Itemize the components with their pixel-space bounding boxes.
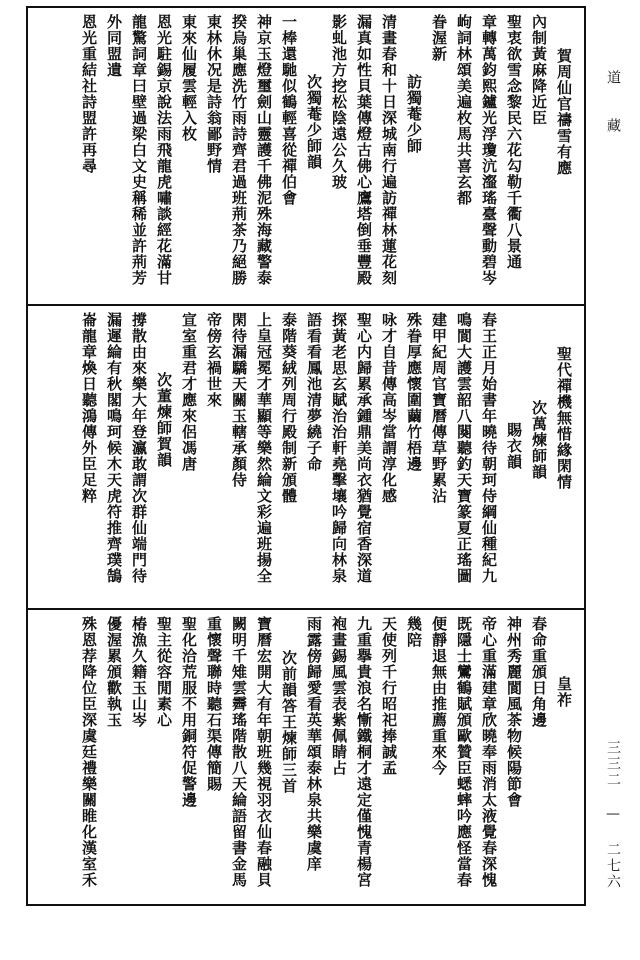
- text-column: 幾陪: [405, 616, 423, 648]
- text-column: 揆烏巢應洗竹雨詩齊君過班荊茶乃絕勝: [230, 14, 248, 286]
- text-column: 聖衷欲雪念黎民六花勾勒千衢八景通: [505, 14, 523, 270]
- text-column: 眷渥新: [430, 14, 448, 62]
- text-column: 寶曆宏開大有年朝班幾視羽衣仙春融貝: [255, 616, 273, 888]
- margin-title-dao: 道: [605, 70, 621, 90]
- text-column: 袍畫錫風雲表紫佩睛占: [330, 616, 348, 776]
- text-column: 神京玉燈璽劍山靈護千佛泥殊海藏警泰: [255, 14, 273, 286]
- text-column: 外同盟遺: [105, 14, 123, 78]
- text-column: 次前韻答王煉師三首: [280, 650, 298, 794]
- text-column: 闕明千雉雲霽瑤階散八天綸語留書金馬: [230, 616, 248, 888]
- text-column: 天使列千行昭祀捧誠孟: [380, 616, 398, 776]
- text-column: 賀周仙官禱雪有應: [555, 48, 573, 176]
- text-column: 聖化洽荒服不用銅符促警邊: [180, 616, 198, 808]
- text-column: 賜衣韻: [505, 422, 523, 470]
- text-column: 漏真如性貝葉傳燈古佛心鷹塔倒垂豐殿: [355, 14, 373, 286]
- text-column: 優渥累頒歡執玉: [105, 616, 123, 728]
- text-column: 探黃老思玄賦治治軒堯擊壤吟歸向林泉: [330, 312, 348, 584]
- text-column: 次董煉師賀韻: [155, 372, 173, 468]
- text-column: 聖心内歸累承鍾鼎美尚衣猶覺宿香深道: [355, 312, 373, 584]
- text-column: 撐散由來樂大年登瀛敢謂次群仙端門待: [130, 312, 148, 584]
- text-column: 宣室重君才應來侶馮唐: [180, 312, 198, 472]
- text-column: 聖代禪機無惜緣閑情: [555, 346, 573, 490]
- text-column: 訪獨菴少師: [405, 74, 423, 154]
- text-column: 語看看鳳池清夢繞子命: [305, 312, 323, 472]
- text-column: 椿漁久籍玉山岑: [130, 616, 148, 728]
- text-column: 內制黃麻降近臣: [530, 14, 548, 126]
- text-column: 崙龍章煥日聽鴻傳外臣足粹: [80, 312, 98, 504]
- text-column: 恩光重結社詩盟許再尋: [80, 14, 98, 174]
- text-column: 咏才自昔傳高岑當謂淳化感: [380, 312, 398, 504]
- text-column: 春命重頒日角邊: [530, 616, 548, 728]
- text-column: 帝傍玄禍世來: [205, 312, 223, 408]
- text-column: 岣詞林頌美遍枚馬共喜玄都: [455, 14, 473, 206]
- text-column: 皇祚: [555, 676, 573, 708]
- text-column: 泰階葵絨列周行殿制新頒體: [280, 312, 298, 504]
- page-frame: [26, 6, 586, 906]
- text-column: 雨露傍歸愛看英華頌泰林泉共樂虞庠: [305, 616, 323, 872]
- text-section-top: [36, 14, 576, 298]
- section-divider-2: [28, 608, 584, 610]
- text-column: 影虬池方挖松陰遠公久玻: [330, 14, 348, 190]
- text-section-bottom: [36, 616, 576, 900]
- text-column: 東林休况是詩翁鄙野情: [205, 14, 223, 174]
- text-column: 恩光駐錫京說法雨飛龍虎嘯談經花滿甘: [155, 14, 173, 286]
- text-column: 漏遲綸有秋閣鳴珂候木天虎符推齊璞鵠: [105, 312, 123, 584]
- text-column: 建甲紀周官寶曆傳草野累沾: [430, 312, 448, 504]
- text-column: 龍驚詞章曰壁過梁白文史稱稀並許荊芳: [130, 14, 148, 286]
- text-column: 重懷聲聯時聽石渠傳簡賜: [205, 616, 223, 792]
- text-column: 春王正月始書年曉待朝珂侍綱仙種紀九: [480, 312, 498, 584]
- text-column: 一棒還馳似鶴輕喜從禪伯會: [280, 14, 298, 206]
- text-column: 殊眷厚應懷圍繭竹梧邊: [405, 312, 423, 472]
- text-column: 上皇冠冕才華顯等樂然綸文彩遍班揚全: [255, 312, 273, 584]
- text-column: 章轉萬鈞熙鑪光浮瓊沆瀣瑤臺聲動碧岑: [480, 14, 498, 286]
- text-column: 東來仙履雲輕入枚: [180, 14, 198, 142]
- text-column: 神州秀麗閬風茶物候陽節會: [505, 616, 523, 808]
- text-column: 帝心重滿建章欣曉奉雨消太液覺春深愧: [480, 616, 498, 888]
- margin-title-zang: 藏: [605, 118, 621, 138]
- text-section-middle: [36, 312, 576, 602]
- margin-page-number: 三三二 — 二七六: [605, 740, 621, 890]
- text-column: 清畫春和十日深城南行遍訪禪林蓮花刻: [380, 14, 398, 286]
- text-column: 次萬煉師韻: [530, 400, 548, 480]
- text-column: 九重擧貴浪名慚鐵桐才遠定僅愧青楊宮: [355, 616, 373, 888]
- text-column: 殊恩荐降位臣深虞廷禮樂關睢化漢室禾: [80, 616, 98, 888]
- text-column: 閑待漏驕天關玉轄承顏侍: [230, 312, 248, 488]
- text-column: 次獨菴少師韻: [305, 74, 323, 170]
- text-column: 便靜退無由推薦重來今: [430, 616, 448, 776]
- text-column: 聖主從容閒素心: [155, 616, 173, 728]
- text-column: 既隱士鸞鶴賦頒歐贊臣蟋蟀吟應怪當春: [455, 616, 473, 888]
- text-column: 鳴閬大護雲韶八闋聽釣天寶篆夏正瑤圖: [455, 312, 473, 584]
